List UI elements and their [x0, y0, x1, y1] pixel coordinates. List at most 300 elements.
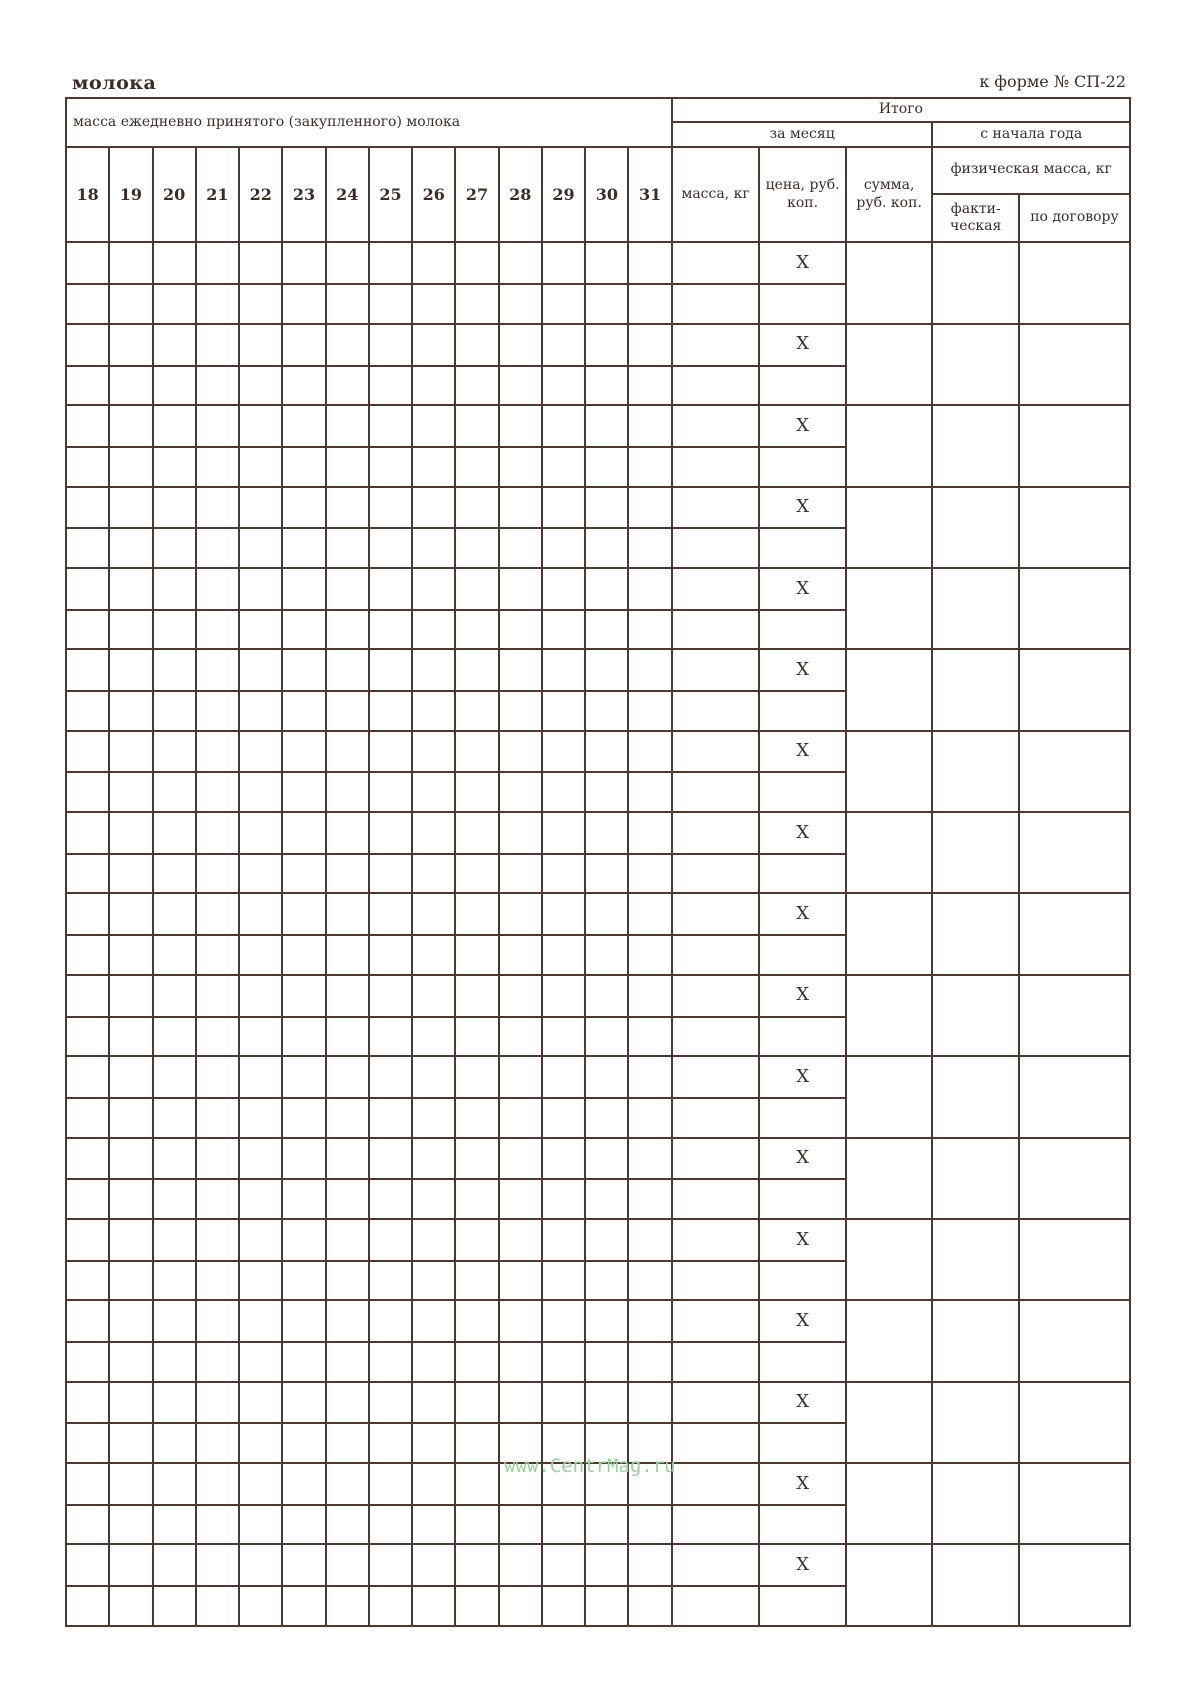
day-entry-cell[interactable] [196, 1342, 239, 1382]
day-entry-cell[interactable] [66, 1138, 109, 1180]
day-entry-cell[interactable] [109, 1505, 152, 1545]
day-entry-cell[interactable] [455, 1138, 498, 1180]
day-entry-cell[interactable] [282, 366, 325, 406]
day-entry-cell[interactable] [109, 487, 152, 529]
day-entry-cell[interactable] [196, 1138, 239, 1180]
day-entry-cell[interactable] [109, 1056, 152, 1098]
day-entry-cell[interactable] [412, 812, 455, 854]
day-entry-cell[interactable] [412, 1017, 455, 1057]
price-entry-cell[interactable] [759, 1017, 846, 1057]
day-entry-cell[interactable] [326, 1423, 369, 1463]
mass-entry-cell[interactable] [672, 1098, 760, 1138]
price-entry-cell[interactable] [759, 1342, 846, 1382]
mass-entry-cell[interactable] [672, 447, 760, 487]
day-entry-cell[interactable] [499, 284, 542, 324]
day-entry-cell[interactable] [499, 975, 542, 1017]
day-entry-cell[interactable] [239, 366, 282, 406]
day-entry-cell[interactable] [369, 610, 412, 650]
sum-entry-cell[interactable] [846, 1382, 933, 1463]
contract-mass-entry-cell[interactable] [1019, 812, 1130, 893]
day-entry-cell[interactable] [628, 975, 671, 1017]
contract-mass-entry-cell[interactable] [1019, 1138, 1130, 1219]
day-entry-cell[interactable] [542, 731, 585, 773]
day-entry-cell[interactable] [542, 242, 585, 284]
day-entry-cell[interactable] [455, 854, 498, 894]
contract-mass-entry-cell[interactable] [1019, 242, 1130, 323]
day-entry-cell[interactable] [412, 691, 455, 731]
day-entry-cell[interactable] [326, 447, 369, 487]
day-entry-cell[interactable] [109, 854, 152, 894]
day-entry-cell[interactable] [66, 366, 109, 406]
mass-entry-cell[interactable] [672, 1261, 760, 1301]
day-entry-cell[interactable] [369, 1505, 412, 1545]
mass-entry-cell[interactable] [672, 1544, 760, 1586]
day-entry-cell[interactable] [153, 447, 196, 487]
sum-entry-cell[interactable] [846, 405, 933, 486]
day-entry-cell[interactable] [499, 1261, 542, 1301]
day-entry-cell[interactable] [585, 447, 628, 487]
day-entry-cell[interactable] [499, 1300, 542, 1342]
day-entry-cell[interactable] [196, 610, 239, 650]
day-entry-cell[interactable] [66, 1261, 109, 1301]
day-entry-cell[interactable] [326, 731, 369, 773]
mass-entry-cell[interactable] [672, 1219, 760, 1261]
day-entry-cell[interactable] [542, 935, 585, 975]
day-entry-cell[interactable] [412, 1463, 455, 1505]
day-entry-cell[interactable] [66, 242, 109, 284]
day-entry-cell[interactable] [585, 284, 628, 324]
day-entry-cell[interactable] [369, 324, 412, 366]
contract-mass-entry-cell[interactable] [1019, 1544, 1130, 1626]
actual-mass-entry-cell[interactable] [932, 242, 1019, 323]
sum-entry-cell[interactable] [846, 1463, 933, 1544]
day-entry-cell[interactable] [66, 772, 109, 812]
day-entry-cell[interactable] [628, 284, 671, 324]
day-entry-cell[interactable] [412, 1300, 455, 1342]
day-entry-cell[interactable] [153, 1382, 196, 1424]
mass-entry-cell[interactable] [672, 242, 760, 284]
day-entry-cell[interactable] [66, 284, 109, 324]
day-entry-cell[interactable] [369, 528, 412, 568]
day-entry-cell[interactable] [628, 1261, 671, 1301]
day-entry-cell[interactable] [499, 1219, 542, 1261]
day-entry-cell[interactable] [153, 1056, 196, 1098]
day-entry-cell[interactable] [585, 366, 628, 406]
day-entry-cell[interactable] [153, 1505, 196, 1545]
day-entry-cell[interactable] [499, 1382, 542, 1424]
mass-entry-cell[interactable] [672, 324, 760, 366]
day-entry-cell[interactable] [412, 1505, 455, 1545]
contract-mass-entry-cell[interactable] [1019, 893, 1130, 974]
day-entry-cell[interactable] [455, 772, 498, 812]
day-entry-cell[interactable] [196, 568, 239, 610]
day-entry-cell[interactable] [66, 1505, 109, 1545]
day-entry-cell[interactable] [585, 1382, 628, 1424]
day-entry-cell[interactable] [628, 1098, 671, 1138]
day-entry-cell[interactable] [196, 284, 239, 324]
day-entry-cell[interactable] [153, 975, 196, 1017]
day-entry-cell[interactable] [153, 487, 196, 529]
day-entry-cell[interactable] [369, 1261, 412, 1301]
price-entry-cell[interactable] [759, 447, 846, 487]
day-entry-cell[interactable] [66, 1382, 109, 1424]
day-entry-cell[interactable] [239, 610, 282, 650]
day-entry-cell[interactable] [282, 975, 325, 1017]
day-entry-cell[interactable] [153, 324, 196, 366]
day-entry-cell[interactable] [109, 1300, 152, 1342]
day-entry-cell[interactable] [628, 1382, 671, 1424]
sum-entry-cell[interactable] [846, 893, 933, 974]
day-entry-cell[interactable] [542, 1056, 585, 1098]
day-entry-cell[interactable] [66, 528, 109, 568]
day-entry-cell[interactable] [369, 1544, 412, 1586]
day-entry-cell[interactable] [455, 1098, 498, 1138]
day-entry-cell[interactable] [369, 1463, 412, 1505]
day-entry-cell[interactable] [153, 772, 196, 812]
day-entry-cell[interactable] [66, 1017, 109, 1057]
day-entry-cell[interactable] [412, 447, 455, 487]
day-entry-cell[interactable] [412, 366, 455, 406]
day-entry-cell[interactable] [499, 1179, 542, 1219]
day-entry-cell[interactable] [326, 935, 369, 975]
day-entry-cell[interactable] [585, 935, 628, 975]
day-entry-cell[interactable] [153, 649, 196, 691]
mass-entry-cell[interactable] [672, 1300, 760, 1342]
actual-mass-entry-cell[interactable] [932, 324, 1019, 405]
day-entry-cell[interactable] [455, 366, 498, 406]
day-entry-cell[interactable] [66, 691, 109, 731]
day-entry-cell[interactable] [282, 1219, 325, 1261]
day-entry-cell[interactable] [326, 893, 369, 935]
day-entry-cell[interactable] [239, 772, 282, 812]
day-entry-cell[interactable] [109, 284, 152, 324]
day-entry-cell[interactable] [196, 772, 239, 812]
day-entry-cell[interactable] [585, 405, 628, 447]
day-entry-cell[interactable] [412, 405, 455, 447]
actual-mass-entry-cell[interactable] [932, 487, 1019, 568]
day-entry-cell[interactable] [153, 528, 196, 568]
day-entry-cell[interactable] [282, 1423, 325, 1463]
day-entry-cell[interactable] [239, 975, 282, 1017]
day-entry-cell[interactable] [326, 528, 369, 568]
contract-mass-entry-cell[interactable] [1019, 649, 1130, 730]
day-entry-cell[interactable] [66, 731, 109, 773]
day-entry-cell[interactable] [326, 1300, 369, 1342]
day-entry-cell[interactable] [499, 1056, 542, 1098]
day-entry-cell[interactable] [282, 772, 325, 812]
day-entry-cell[interactable] [196, 1463, 239, 1505]
actual-mass-entry-cell[interactable] [932, 731, 1019, 812]
day-entry-cell[interactable] [628, 366, 671, 406]
day-entry-cell[interactable] [109, 975, 152, 1017]
day-entry-cell[interactable] [196, 854, 239, 894]
day-entry-cell[interactable] [66, 1300, 109, 1342]
day-entry-cell[interactable] [628, 610, 671, 650]
day-entry-cell[interactable] [412, 568, 455, 610]
day-entry-cell[interactable] [153, 1544, 196, 1586]
day-entry-cell[interactable] [109, 528, 152, 568]
mass-entry-cell[interactable] [672, 487, 760, 529]
day-entry-cell[interactable] [542, 447, 585, 487]
day-entry-cell[interactable] [239, 691, 282, 731]
day-entry-cell[interactable] [66, 935, 109, 975]
day-entry-cell[interactable] [628, 405, 671, 447]
day-entry-cell[interactable] [109, 1544, 152, 1586]
sum-entry-cell[interactable] [846, 487, 933, 568]
day-entry-cell[interactable] [369, 1056, 412, 1098]
day-entry-cell[interactable] [369, 242, 412, 284]
day-entry-cell[interactable] [109, 935, 152, 975]
day-entry-cell[interactable] [455, 568, 498, 610]
day-entry-cell[interactable] [499, 1138, 542, 1180]
day-entry-cell[interactable] [412, 1056, 455, 1098]
sum-entry-cell[interactable] [846, 324, 933, 405]
price-entry-cell[interactable] [759, 854, 846, 894]
price-entry-cell[interactable] [759, 691, 846, 731]
day-entry-cell[interactable] [282, 568, 325, 610]
day-entry-cell[interactable] [66, 487, 109, 529]
day-entry-cell[interactable] [369, 975, 412, 1017]
contract-mass-entry-cell[interactable] [1019, 487, 1130, 568]
mass-entry-cell[interactable] [672, 1505, 760, 1545]
day-entry-cell[interactable] [153, 366, 196, 406]
day-entry-cell[interactable] [196, 528, 239, 568]
contract-mass-entry-cell[interactable] [1019, 1056, 1130, 1137]
price-entry-cell[interactable] [759, 1586, 846, 1626]
day-entry-cell[interactable] [196, 691, 239, 731]
day-entry-cell[interactable] [153, 1179, 196, 1219]
day-entry-cell[interactable] [326, 691, 369, 731]
day-entry-cell[interactable] [542, 568, 585, 610]
day-entry-cell[interactable] [369, 772, 412, 812]
actual-mass-entry-cell[interactable] [932, 1219, 1019, 1300]
day-entry-cell[interactable] [585, 1261, 628, 1301]
day-entry-cell[interactable] [412, 935, 455, 975]
day-entry-cell[interactable] [239, 324, 282, 366]
actual-mass-entry-cell[interactable] [932, 1300, 1019, 1381]
day-entry-cell[interactable] [455, 691, 498, 731]
day-entry-cell[interactable] [66, 975, 109, 1017]
day-entry-cell[interactable] [109, 405, 152, 447]
day-entry-cell[interactable] [66, 812, 109, 854]
day-entry-cell[interactable] [542, 1300, 585, 1342]
day-entry-cell[interactable] [196, 1261, 239, 1301]
day-entry-cell[interactable] [369, 1179, 412, 1219]
day-entry-cell[interactable] [542, 649, 585, 691]
day-entry-cell[interactable] [326, 324, 369, 366]
day-entry-cell[interactable] [412, 731, 455, 773]
day-entry-cell[interactable] [369, 568, 412, 610]
mass-entry-cell[interactable] [672, 1423, 760, 1463]
day-entry-cell[interactable] [455, 284, 498, 324]
day-entry-cell[interactable] [239, 528, 282, 568]
day-entry-cell[interactable] [196, 812, 239, 854]
day-entry-cell[interactable] [369, 405, 412, 447]
day-entry-cell[interactable] [455, 324, 498, 366]
day-entry-cell[interactable] [628, 1179, 671, 1219]
price-entry-cell[interactable] [759, 528, 846, 568]
mass-entry-cell[interactable] [672, 975, 760, 1017]
day-entry-cell[interactable] [585, 975, 628, 1017]
actual-mass-entry-cell[interactable] [932, 975, 1019, 1056]
day-entry-cell[interactable] [239, 405, 282, 447]
day-entry-cell[interactable] [153, 893, 196, 935]
day-entry-cell[interactable] [153, 610, 196, 650]
actual-mass-entry-cell[interactable] [932, 1463, 1019, 1544]
day-entry-cell[interactable] [239, 1219, 282, 1261]
day-entry-cell[interactable] [542, 610, 585, 650]
day-entry-cell[interactable] [66, 568, 109, 610]
contract-mass-entry-cell[interactable] [1019, 568, 1130, 649]
day-entry-cell[interactable] [66, 1586, 109, 1626]
day-entry-cell[interactable] [412, 1586, 455, 1626]
day-entry-cell[interactable] [499, 1505, 542, 1545]
sum-entry-cell[interactable] [846, 731, 933, 812]
day-entry-cell[interactable] [66, 405, 109, 447]
day-entry-cell[interactable] [585, 1586, 628, 1626]
day-entry-cell[interactable] [196, 649, 239, 691]
day-entry-cell[interactable] [153, 854, 196, 894]
day-entry-cell[interactable] [239, 1544, 282, 1586]
day-entry-cell[interactable] [326, 1586, 369, 1626]
day-entry-cell[interactable] [109, 893, 152, 935]
day-entry-cell[interactable] [196, 731, 239, 773]
day-entry-cell[interactable] [628, 772, 671, 812]
day-entry-cell[interactable] [153, 1098, 196, 1138]
day-entry-cell[interactable] [153, 1423, 196, 1463]
day-entry-cell[interactable] [153, 812, 196, 854]
day-entry-cell[interactable] [499, 405, 542, 447]
day-entry-cell[interactable] [412, 528, 455, 568]
day-entry-cell[interactable] [455, 447, 498, 487]
day-entry-cell[interactable] [585, 487, 628, 529]
day-entry-cell[interactable] [455, 649, 498, 691]
actual-mass-entry-cell[interactable] [932, 893, 1019, 974]
day-entry-cell[interactable] [326, 812, 369, 854]
day-entry-cell[interactable] [239, 487, 282, 529]
day-entry-cell[interactable] [585, 691, 628, 731]
day-entry-cell[interactable] [109, 1423, 152, 1463]
day-entry-cell[interactable] [628, 1342, 671, 1382]
day-entry-cell[interactable] [369, 1342, 412, 1382]
day-entry-cell[interactable] [153, 731, 196, 773]
day-entry-cell[interactable] [542, 772, 585, 812]
sum-entry-cell[interactable] [846, 1219, 933, 1300]
day-entry-cell[interactable] [282, 1138, 325, 1180]
day-entry-cell[interactable] [585, 812, 628, 854]
day-entry-cell[interactable] [326, 1463, 369, 1505]
day-entry-cell[interactable] [369, 284, 412, 324]
day-entry-cell[interactable] [66, 1098, 109, 1138]
mass-entry-cell[interactable] [672, 893, 760, 935]
day-entry-cell[interactable] [282, 1017, 325, 1057]
day-entry-cell[interactable] [239, 568, 282, 610]
day-entry-cell[interactable] [628, 487, 671, 529]
day-entry-cell[interactable] [585, 893, 628, 935]
day-entry-cell[interactable] [282, 935, 325, 975]
day-entry-cell[interactable] [455, 1342, 498, 1382]
day-entry-cell[interactable] [542, 1505, 585, 1545]
mass-entry-cell[interactable] [672, 528, 760, 568]
day-entry-cell[interactable] [585, 649, 628, 691]
day-entry-cell[interactable] [282, 1342, 325, 1382]
day-entry-cell[interactable] [455, 405, 498, 447]
day-entry-cell[interactable] [326, 1017, 369, 1057]
day-entry-cell[interactable] [585, 324, 628, 366]
day-entry-cell[interactable] [282, 691, 325, 731]
day-entry-cell[interactable] [282, 1261, 325, 1301]
day-entry-cell[interactable] [282, 1300, 325, 1342]
contract-mass-entry-cell[interactable] [1019, 975, 1130, 1056]
day-entry-cell[interactable] [412, 324, 455, 366]
sum-entry-cell[interactable] [846, 1300, 933, 1381]
day-entry-cell[interactable] [455, 1463, 498, 1505]
day-entry-cell[interactable] [499, 854, 542, 894]
day-entry-cell[interactable] [412, 1098, 455, 1138]
day-entry-cell[interactable] [326, 1544, 369, 1586]
day-entry-cell[interactable] [109, 772, 152, 812]
day-entry-cell[interactable] [109, 1138, 152, 1180]
price-entry-cell[interactable] [759, 772, 846, 812]
day-entry-cell[interactable] [412, 649, 455, 691]
actual-mass-entry-cell[interactable] [932, 1382, 1019, 1463]
actual-mass-entry-cell[interactable] [932, 649, 1019, 730]
day-entry-cell[interactable] [239, 1505, 282, 1545]
mass-entry-cell[interactable] [672, 1342, 760, 1382]
day-entry-cell[interactable] [499, 1098, 542, 1138]
day-entry-cell[interactable] [628, 1056, 671, 1098]
day-entry-cell[interactable] [585, 610, 628, 650]
day-entry-cell[interactable] [196, 1382, 239, 1424]
day-entry-cell[interactable] [628, 528, 671, 568]
day-entry-cell[interactable] [412, 1342, 455, 1382]
day-entry-cell[interactable] [282, 1463, 325, 1505]
mass-entry-cell[interactable] [672, 610, 760, 650]
price-entry-cell[interactable] [759, 1505, 846, 1545]
day-entry-cell[interactable] [455, 610, 498, 650]
day-entry-cell[interactable] [412, 242, 455, 284]
mass-entry-cell[interactable] [672, 1382, 760, 1424]
day-entry-cell[interactable] [369, 1098, 412, 1138]
day-entry-cell[interactable] [499, 487, 542, 529]
day-entry-cell[interactable] [196, 893, 239, 935]
day-entry-cell[interactable] [499, 447, 542, 487]
day-entry-cell[interactable] [542, 1017, 585, 1057]
mass-entry-cell[interactable] [672, 405, 760, 447]
day-entry-cell[interactable] [66, 610, 109, 650]
day-entry-cell[interactable] [499, 324, 542, 366]
sum-entry-cell[interactable] [846, 812, 933, 893]
day-entry-cell[interactable] [196, 447, 239, 487]
day-entry-cell[interactable] [455, 1261, 498, 1301]
day-entry-cell[interactable] [109, 1261, 152, 1301]
day-entry-cell[interactable] [412, 893, 455, 935]
day-entry-cell[interactable] [412, 284, 455, 324]
mass-entry-cell[interactable] [672, 1056, 760, 1098]
day-entry-cell[interactable] [196, 1056, 239, 1098]
day-entry-cell[interactable] [239, 1382, 282, 1424]
day-entry-cell[interactable] [412, 1219, 455, 1261]
day-entry-cell[interactable] [499, 1017, 542, 1057]
mass-entry-cell[interactable] [672, 731, 760, 773]
day-entry-cell[interactable] [282, 528, 325, 568]
day-entry-cell[interactable] [109, 366, 152, 406]
day-entry-cell[interactable] [628, 242, 671, 284]
contract-mass-entry-cell[interactable] [1019, 1382, 1130, 1463]
day-entry-cell[interactable] [282, 610, 325, 650]
day-entry-cell[interactable] [196, 324, 239, 366]
day-entry-cell[interactable] [455, 1300, 498, 1342]
